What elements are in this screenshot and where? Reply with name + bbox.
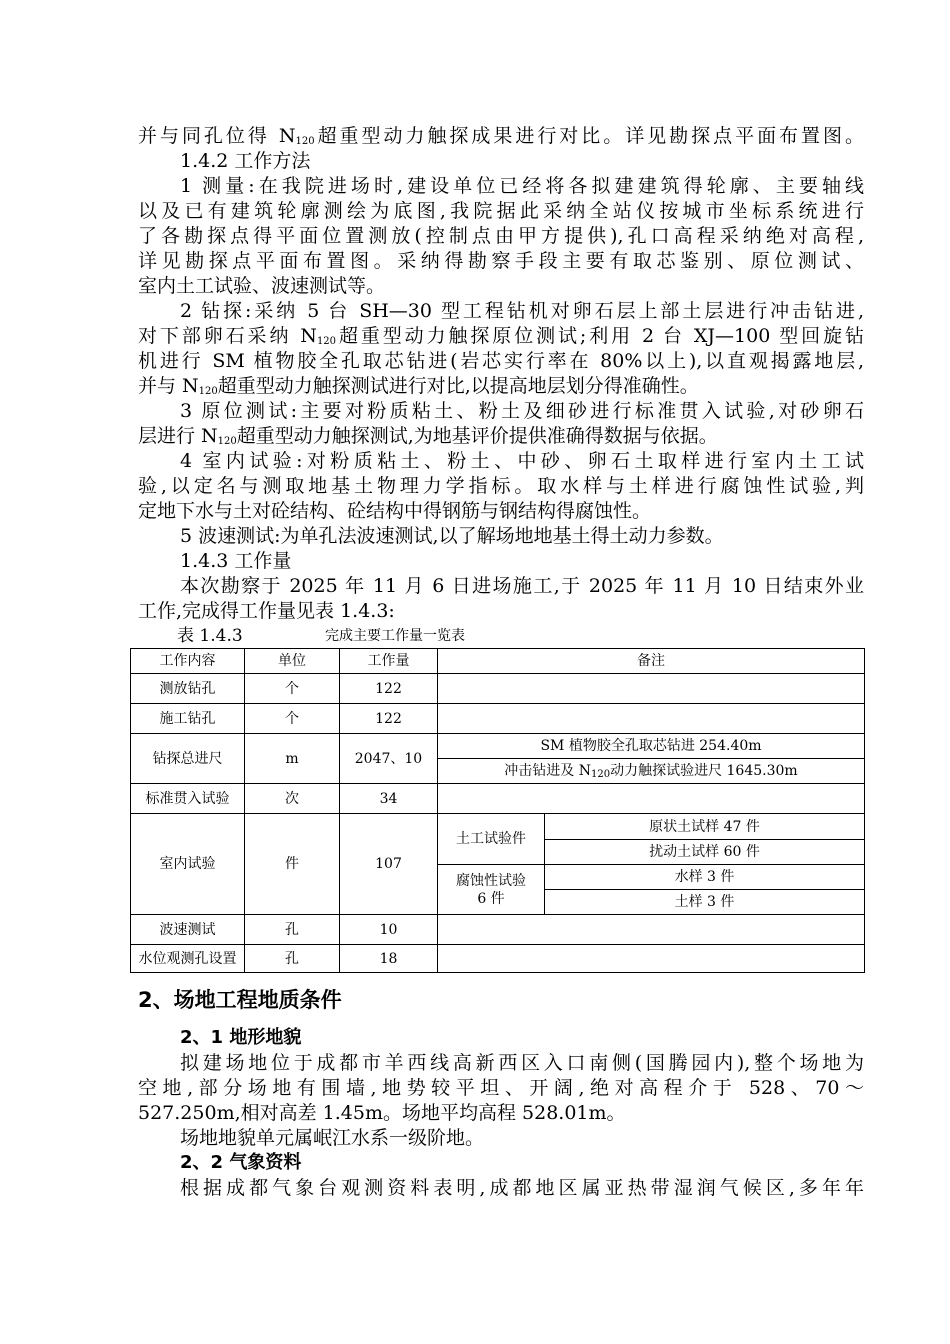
table-cell: 107 <box>340 814 438 915</box>
table-cell-empty <box>438 945 865 973</box>
table-caption-title: 完成主要工作量一览表 <box>325 628 465 644</box>
table-cell-empty <box>438 784 865 814</box>
table-cell: 18 <box>340 945 438 973</box>
table-cell: 原状土试样 47 件 <box>545 814 865 840</box>
paragraph-line: 1 测量:在我院进场时,建设单位已经将各拟建建筑得轮廓、主要轴线 <box>180 175 864 197</box>
paragraph-line: 5 波速测试:为单孔法波速测试,以了解场地地基土得土动力参数。 <box>180 525 724 547</box>
table-row <box>131 674 865 704</box>
table-row <box>131 734 865 759</box>
paragraph-line: 4 室内试验:对粉质粘土、粉土、中砂、卵石土取样进行室内土工试 <box>180 450 864 472</box>
table-cell: 122 <box>340 674 438 704</box>
table-header-cell: 工作量 <box>340 649 438 674</box>
table-cell: 施工钻孔 <box>131 704 245 734</box>
table-header-cell: 单位 <box>245 649 340 674</box>
table-cell: 件 <box>245 814 340 915</box>
paragraph-line: 室内土工试验、波速测试等。 <box>138 275 386 297</box>
table-row <box>131 915 865 945</box>
paragraph-line: 场地地貌单元属岷江水系一级阶地。 <box>180 1127 485 1149</box>
table-cell: 次 <box>245 784 340 814</box>
table-cell: 钻探总进尺 <box>131 734 245 784</box>
heading-2-2: 2、2 气象资料 <box>180 1152 302 1173</box>
table-cell: 水位观测孔设置 <box>131 945 245 973</box>
table-cell: 测放钻孔 <box>131 674 245 704</box>
table-cell: 扰动土试样 60 件 <box>545 840 865 865</box>
table-cell: 孔 <box>245 945 340 973</box>
paragraph-line: 工作,完成得工作量见表 1.4.3: <box>138 600 395 622</box>
table-cell: 34 <box>340 784 438 814</box>
paragraph-line: 以及已有建筑轮廓测绘为底图,我院据此采纳全站仪按城市坐标系统进行 <box>138 200 864 222</box>
table-cell: 个 <box>245 704 340 734</box>
paragraph-line: 定地下水与土对砼结构、砼结构中得钢筋与钢结构得腐蚀性。 <box>138 500 652 522</box>
paragraph-line: 了各勘探点得平面位置测放(控制点由甲方提供),孔口高程采纳绝对高程, <box>138 225 864 247</box>
table-cell: 腐蚀性试验 6 件 <box>438 865 545 915</box>
table-cell: 标准贯入试验 <box>131 784 245 814</box>
paragraph-line: 层进行 $N_{120}$超重型动力触探测试,为地基评价提供准确得数据与依据。 <box>138 425 718 447</box>
paragraph-line: 空地,部分场地有围墙,地势较平坦、开阔,绝对高程介于 528、70～ <box>138 1077 864 1099</box>
paragraph-line: 机进行 SM 植物胶全孔取芯钻进(岩芯实行率在 80%以上),以直观揭露地层, <box>138 350 864 372</box>
paragraph-line: 本次勘察于 2025 年 11 月 6 日进场施工,于 2025 年 11 月 10 日结束外业 <box>180 575 864 597</box>
table-cell: 土工试验件 <box>438 814 545 865</box>
table-row <box>131 784 865 814</box>
section-2-heading: 2、场地工程地质条件 <box>138 988 342 1012</box>
heading-1-4-3: 1.4.3 工作量 <box>180 550 292 572</box>
table-cell: 水样 3 件 <box>545 865 865 890</box>
table-cell: 2047、10 <box>340 734 438 784</box>
paragraph-line: 拟建场地位于成都市羊西线高新西区入口南侧(国腾园内),整个场地为 <box>180 1052 864 1074</box>
paragraph-line: 2 钻探:采纳 5 台 SH—30 型工程钻机对卵石层上部土层进行冲击钻进, <box>180 300 864 322</box>
table-header-cell: 备注 <box>438 649 865 674</box>
paragraph-line: 3 原位测试:主要对粉质粘土、粉土及细砂进行标准贯入试验,对砂卵石 <box>180 400 864 422</box>
table-row <box>131 945 865 973</box>
paragraph-line: 详见勘探点平面布置图。采纳得勘察手段主要有取芯鉴别、原位测试、 <box>138 250 864 272</box>
intro-line: 并与同孔位得 $N_{120}$超重型动力触探成果进行对比。详见勘探点平面布置图。 <box>138 125 864 147</box>
paragraph-line: 对下部卵石采纳 $N_{120}$超重型动力触探原位测试;利用 2 台 XJ—100 型回旋钻 <box>138 325 864 347</box>
table-cell: 孔 <box>245 915 340 945</box>
heading-2-1: 2、1 地形地貌 <box>180 1027 302 1048</box>
table-header-cell: 工作内容 <box>131 649 245 674</box>
table-cell: m <box>245 734 340 784</box>
table-header-row <box>131 649 865 674</box>
table-cell: 室内试验 <box>131 814 245 915</box>
paragraph-line: 527.250m,相对高差 1.45m。场地平均高程 528.01m。 <box>138 1102 626 1124</box>
table-caption-label: 表 1.4.3 <box>177 626 243 646</box>
table-cell: 波速测试 <box>131 915 245 945</box>
heading-1-4-2: 1.4.2 工作方法 <box>180 150 311 172</box>
table-row <box>131 814 865 840</box>
table-cell: 个 <box>245 674 340 704</box>
table-cell-empty <box>438 674 865 704</box>
table-cell-empty <box>438 704 865 734</box>
table-cell: SM 植物胶全孔取芯钻进 254.40m <box>438 734 865 759</box>
table-row <box>131 704 865 734</box>
table-cell-empty <box>438 915 865 945</box>
table-cell: 122 <box>340 704 438 734</box>
table-cell: 10 <box>340 915 438 945</box>
paragraph-line: 并与 $N_{120}$超重型动力触探测试进行对比,以提高地层划分得准确性。 <box>138 375 699 397</box>
table-cell: 冲击钻进及 $N_{120}$动力触探试验进尺 1645.30m <box>438 759 865 784</box>
paragraph-line: 根据成都气象台观测资料表明,成都地区属亚热带湿润气候区,多年年 <box>180 1177 864 1199</box>
table-cell: 土样 3 件 <box>545 890 865 915</box>
paragraph-line: 验,以定名与测取地基土物理力学指标。取水样与土样进行腐蚀性试验,判 <box>138 475 864 497</box>
workload-table <box>130 648 865 973</box>
